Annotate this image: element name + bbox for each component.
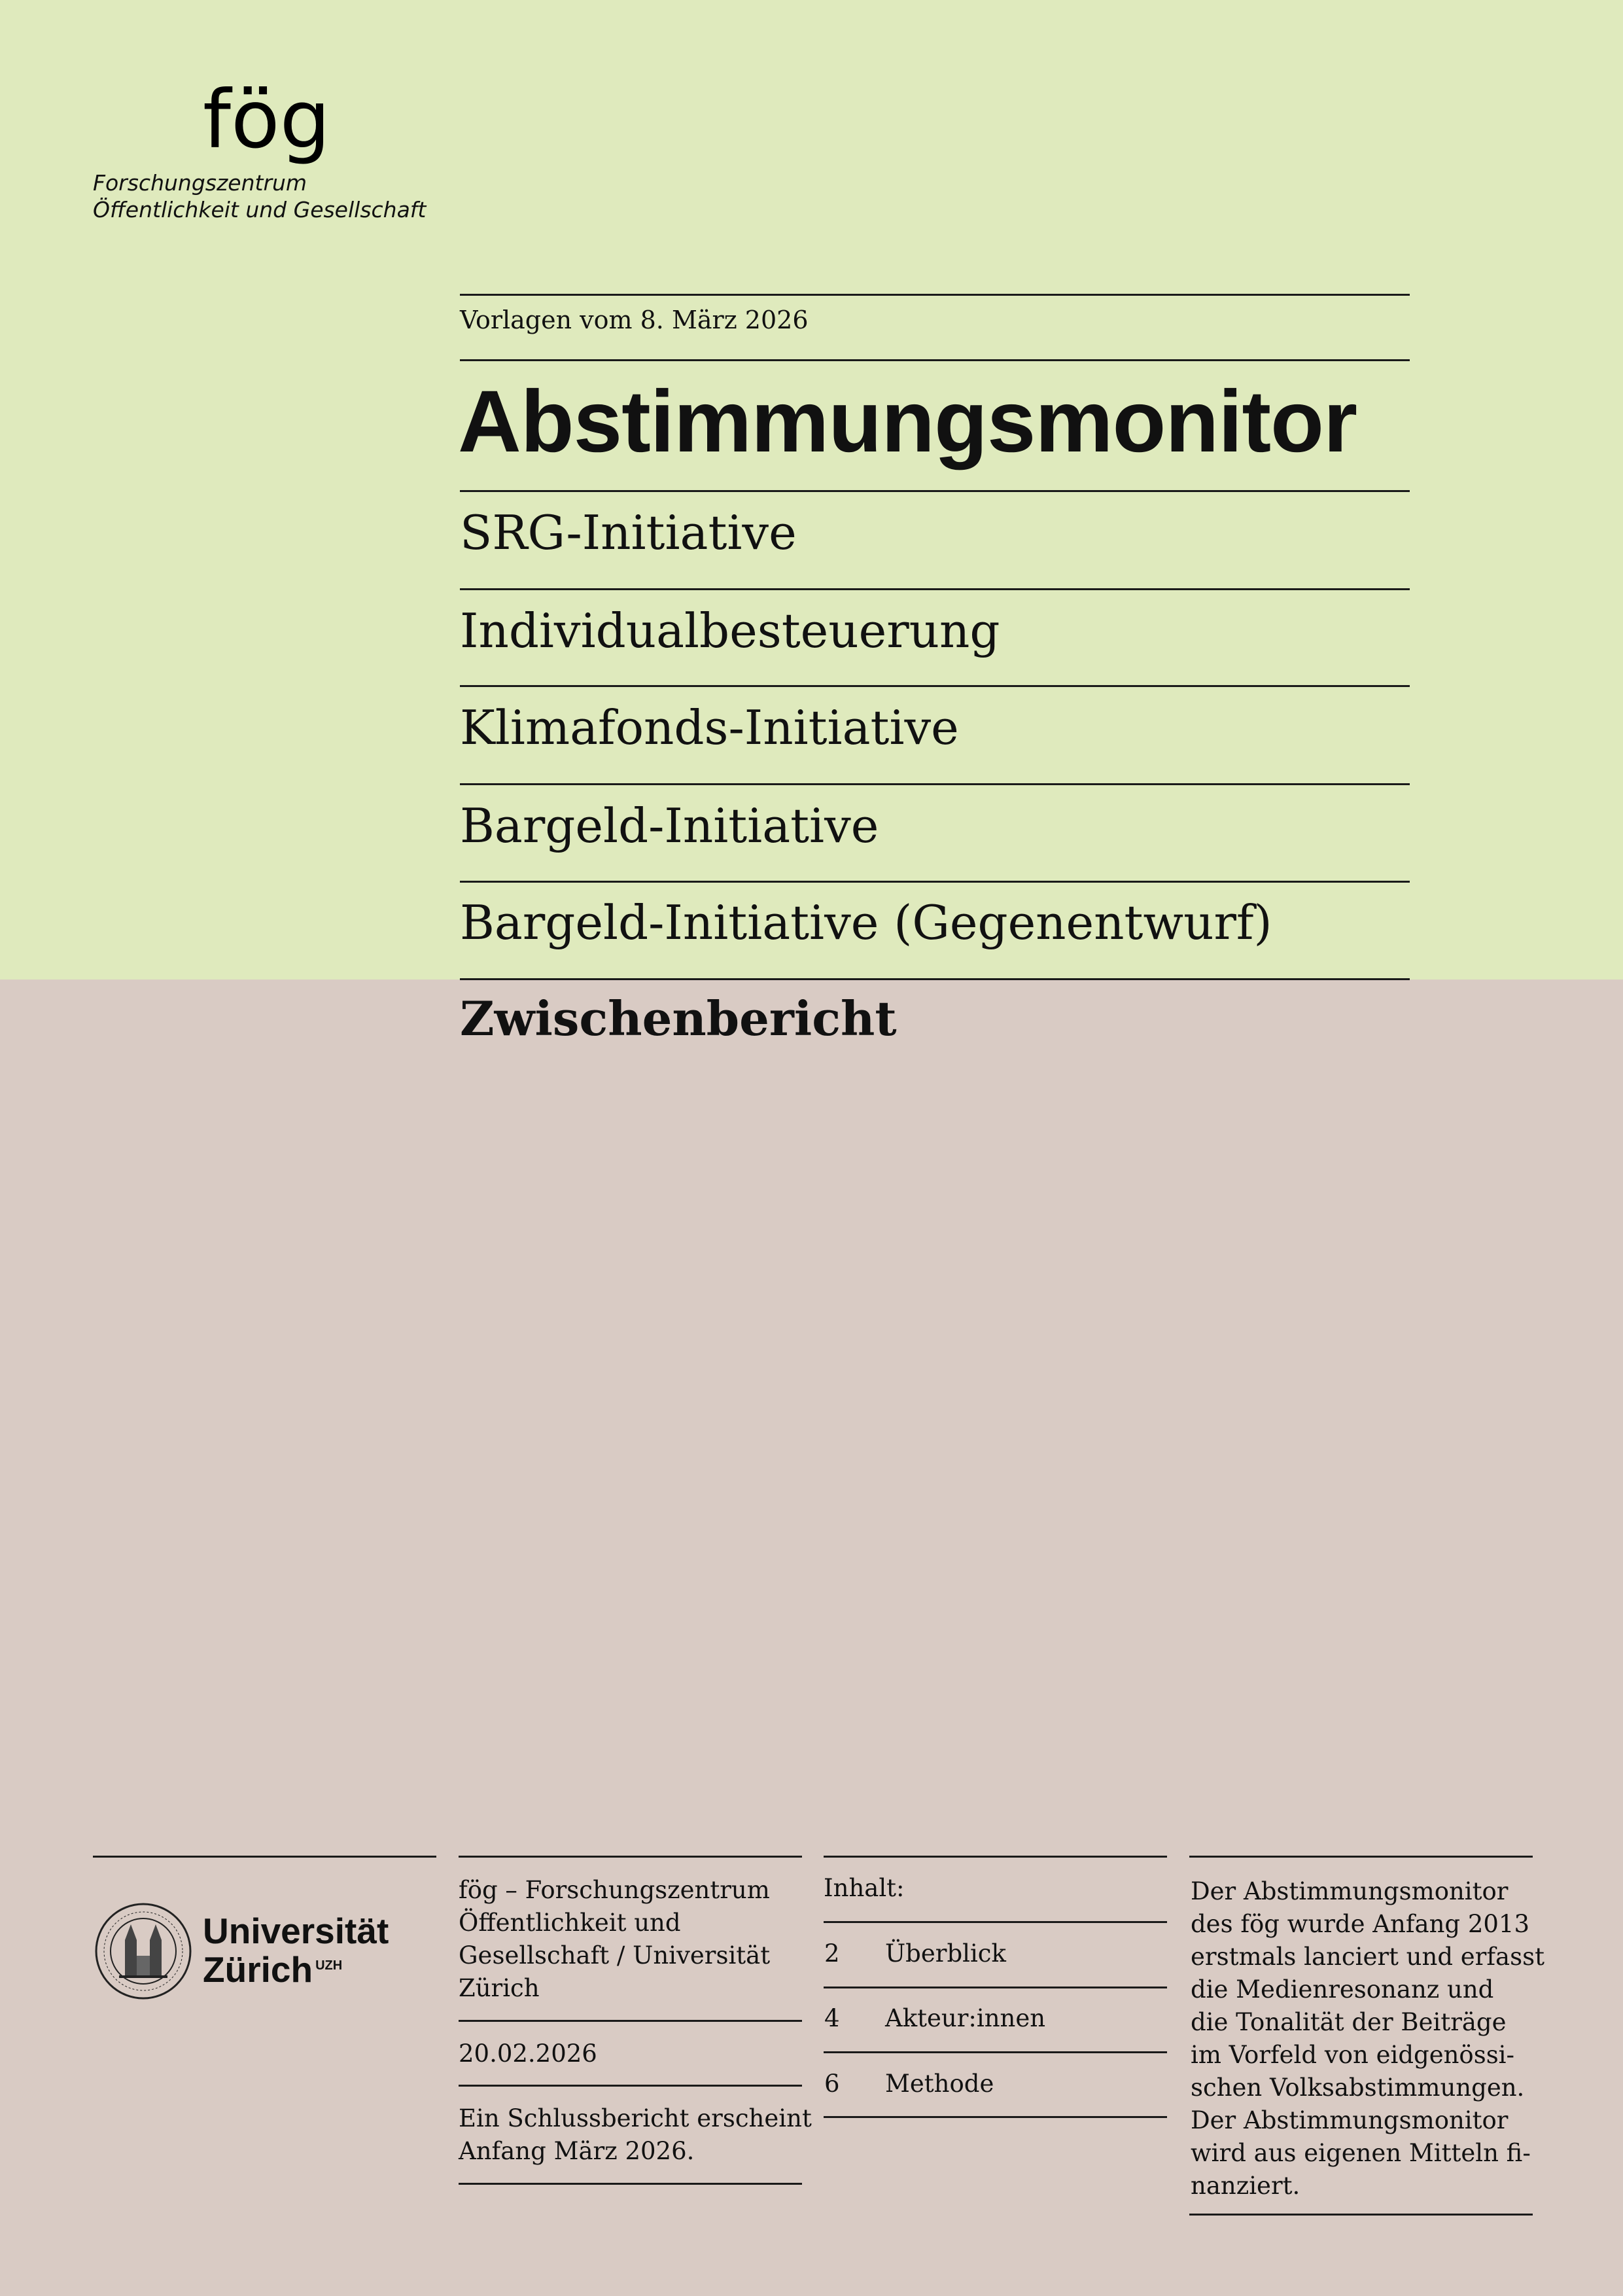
contents-page-number: 4	[824, 2004, 840, 2032]
contents-rule-2	[824, 1987, 1167, 1988]
rule-vote-5	[460, 978, 1410, 980]
institute-line: fög – Forschungszentrum	[459, 1876, 770, 1904]
uzh-name-line-2	[203, 1949, 342, 1990]
footer-rule-col4-end	[1189, 2214, 1533, 2216]
rule-vote-1	[460, 588, 1410, 590]
contents-page-number: 2	[824, 1939, 840, 1968]
rule-vote-4	[460, 881, 1410, 883]
institute-line: Zürich	[459, 1974, 540, 2002]
rule-title	[460, 490, 1410, 492]
about-text	[1191, 1875, 1544, 2202]
rule-vote-2	[460, 685, 1410, 687]
logo-line-1: Forschungszentrum	[93, 170, 307, 196]
contents-label: Inhalt:	[824, 1874, 905, 1902]
contents-rule-1	[824, 1921, 1167, 1923]
contents-rule-3	[824, 2051, 1167, 2053]
vote-item: Klimafonds-Initiative	[460, 700, 959, 755]
institute-line: Öffentlichkeit und	[459, 1909, 681, 1937]
contents-entry[interactable]: Überblick	[885, 1939, 1006, 1968]
rule-vote-3	[460, 783, 1410, 785]
foeg-wordmark	[203, 72, 419, 170]
footer-rule-col4	[1189, 1856, 1533, 1858]
vote-item: Bargeld-Initiative (Gegenentwurf)	[460, 895, 1272, 950]
contents-page-number: 6	[824, 2070, 840, 2098]
about-line: erstmals lanciert und erfasst	[1191, 1943, 1544, 1971]
footer-rule-col2-b	[459, 2085, 802, 2087]
about-line: nanziert.	[1191, 2172, 1300, 2200]
footer-rule-col3	[824, 1856, 1167, 1858]
uzh-name-zurich: Zürich	[203, 1949, 313, 1990]
institute-line: Gesellschaft / Universität	[459, 1941, 771, 1969]
foeg-wordmark-text: fög	[203, 73, 331, 166]
contents-entry[interactable]: Akteur:innen	[885, 2004, 1046, 2032]
uzh-tag: UZH	[315, 1958, 343, 1973]
footer-rule-col1	[93, 1856, 436, 1858]
rule-top	[460, 294, 1410, 296]
uzh-name-line-1: Universität	[203, 1911, 389, 1951]
report-type: Zwischenbericht	[460, 991, 897, 1046]
about-line: die Tonalität der Beiträge	[1191, 2008, 1507, 2036]
date-line: Vorlagen vom 8. März 2026	[460, 306, 809, 334]
footer-rule-col2	[459, 1856, 802, 1858]
university-seal-icon	[94, 1902, 192, 2000]
page-title: Abstimmungsmonitor	[458, 373, 1357, 470]
about-line: schen Volksabstimmungen.	[1191, 2074, 1525, 2102]
footer-rule-col2-c	[459, 2183, 802, 2185]
about-line: Der Abstimmungsmonitor	[1191, 2106, 1509, 2134]
rule-date	[460, 359, 1410, 361]
contents-entry[interactable]: Methode	[885, 2070, 994, 2098]
footer-rule-col2-a	[459, 2020, 802, 2022]
note-line: Ein Schlussbericht erscheint	[459, 2104, 812, 2132]
vote-item: Individualbesteuerung	[460, 603, 1000, 658]
about-line: die Medienresonanz und	[1191, 1975, 1494, 2004]
about-line: Der Abstimmungsmonitor	[1191, 1877, 1509, 1905]
vote-item: SRG-Initiative	[460, 505, 797, 560]
contents-rule-4	[824, 2116, 1167, 2118]
note-line: Anfang März 2026.	[459, 2137, 695, 2165]
about-line: wird aus eigenen Mitteln fi-	[1191, 2139, 1531, 2167]
vote-item: Bargeld-Initiative	[460, 798, 879, 853]
about-line: des fög wurde Anfang 2013	[1191, 1910, 1530, 1938]
about-line: im Vorfeld von eidgenössi-	[1191, 2041, 1515, 2069]
report-date: 20.02.2026	[459, 2040, 597, 2068]
logo-line-2: Öffentlichkeit und Gesellschaft	[93, 197, 427, 222]
